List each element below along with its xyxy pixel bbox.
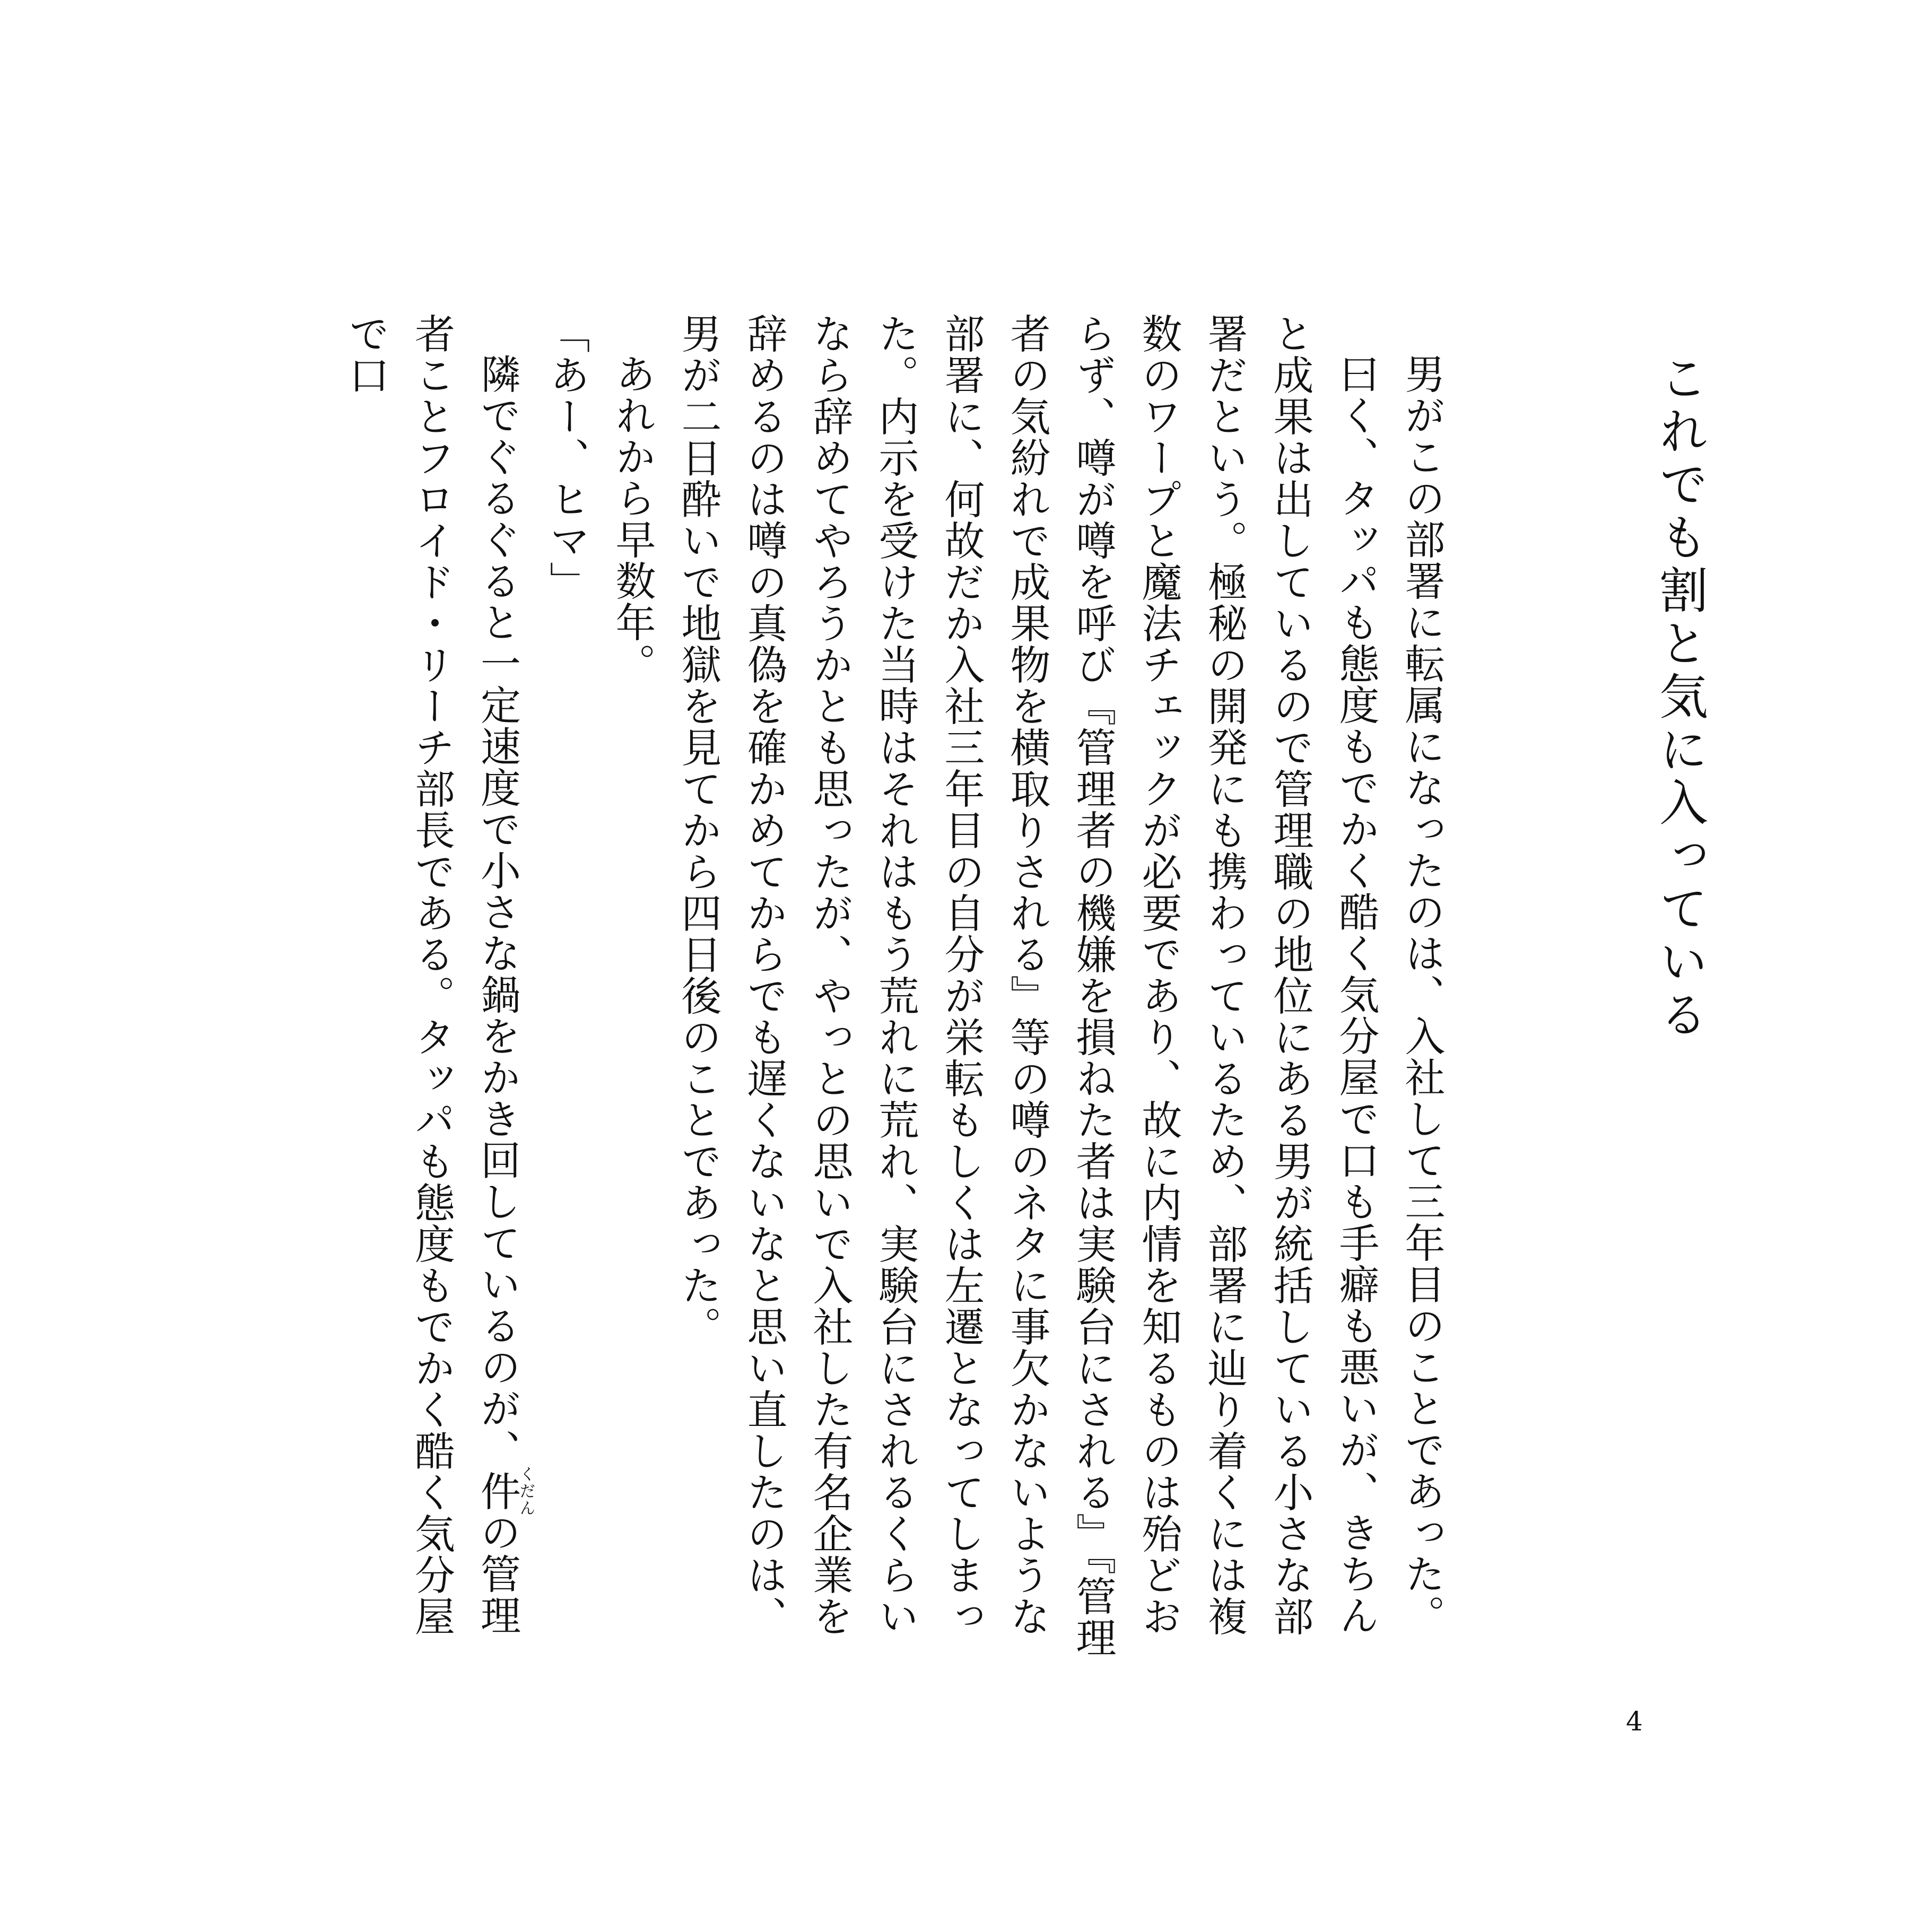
paragraph-1: 男がこの部署に転属になったのは、入社して三年目のことであった。 [1398, 353, 1446, 1636]
ruby-annotation [474, 1466, 535, 1517]
dialogue-line: 「あー、ヒマ」 [543, 313, 590, 603]
paragraph-4 [333, 313, 534, 1660]
chapter-title: これでも割と気に入っている [1651, 353, 1708, 1042]
ruby-base: 件 [474, 1466, 521, 1517]
page-number: 4 [1626, 1706, 1643, 1737]
paragraph-3: あれから早数年。 [609, 353, 656, 684]
body-text [333, 313, 1455, 1660]
paragraph-2: 曰く、タッパも態度もでかく酷く気分屋で口も手癖も悪いが、きちんと成果は出しているので管理職の地位にある男が統括している小さな部署だという。極秘の開発にも携わっているため、部署に辿り着くには複数のワープと魔法チェックが必要であり、故に内情を知るものは殆どおらず、噂が噂を呼び『管理者の機嫌を損ねた者は実験台にされる』『管理者の気紛れで成果物を横取りされる』等の噂のネタに事欠かないような部署に、何故だか入社三年目の自分が栄転もしくは左遷となってしまった。内示を受けた当時はそれはもう荒れに荒れ、実験台にされるくらいなら辞めてやろうかとも思ったが、やっとの思いで入社した有名企業を辞めるのは噂の真偽を確かめてからでも遅くないなと思い直したのは、男が二日酔いで地獄を見てから四日後のことであった。 [675, 313, 1380, 1658]
paragraph-4-text-start: 隣でぐるぐると一定速度で小さな鍋をかき回しているのが、 [474, 353, 521, 1470]
ruby-reading: くだん [516, 1466, 535, 1517]
paragraph-4-text-end: の管理者ことフロイド・リーチ部長である。タッパも態度もでかく酷く気分屋で口 [342, 313, 521, 1637]
